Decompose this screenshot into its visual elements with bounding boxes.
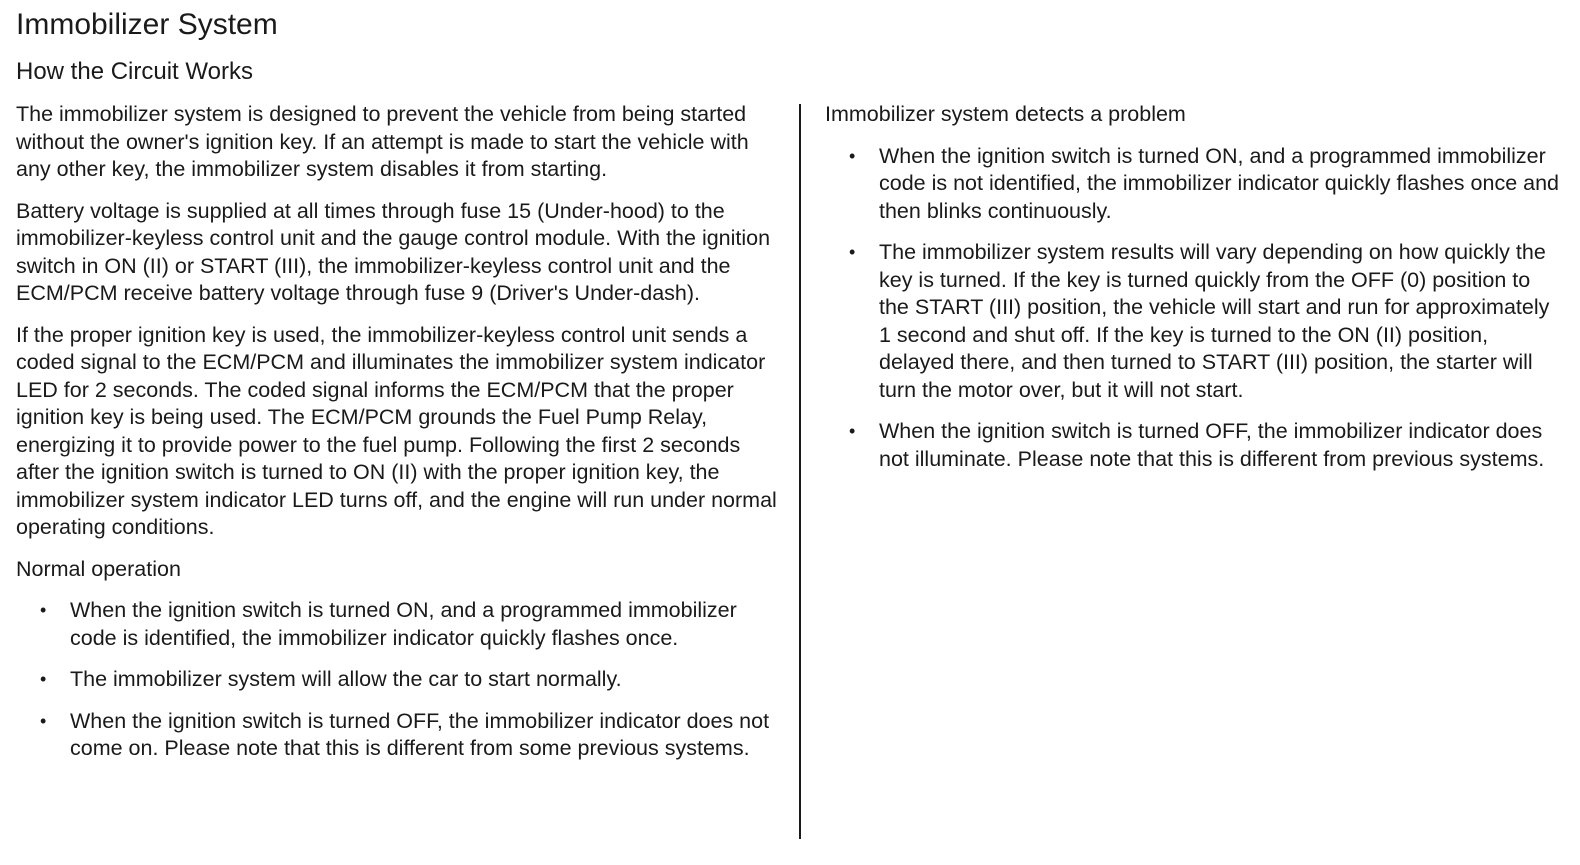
normal-operation-list (16, 597, 781, 763)
bullet-icon: • (40, 669, 47, 689)
bullet-icon: • (40, 710, 47, 731)
power-supply-paragraph: Battery voltage is supplied at all times through fuse 15 (Under-hood) to the immobilizer-keyless control unit and the gauge control module. With the ignition switch in ON (II) or START (III), the immobilizer-keyless control unit and the ECM/PCM receive battery voltage through fuse 9 (Driver's Under-dash). (16, 198, 771, 305)
right-column (825, 101, 1565, 487)
section-subtitle: How the Circuit Works (16, 58, 253, 85)
bullet-icon: • (849, 242, 856, 262)
intro-paragraph: The immobilizer system is designed to prevent the vehicle from being started without the owner's ignition key. If an attempt is made to start the vehicle with any other key, the immobilizer system disables it from starting. (16, 102, 749, 181)
column-divider (799, 104, 801, 839)
bullet-icon: • (40, 600, 47, 620)
list-item-text: The immobilizer system will allow the car to start normally. (70, 667, 622, 691)
proper-key-paragraph: If the proper ignition key is used, the immobilizer-keyless control unit sends a coded signal to the ECM/PCM and illuminates the immobilizer system indicator LED for 2 seconds. The coded signal informs the ECM/PCM that the proper ignition key is being used. The ECM/PCM grounds the Fuel Pump Relay, energizing it to provide power to the fuel pump. Following the first 2 seconds after the ignition switch is turned to ON (II) with the proper ignition key, the immobilizer system indicator LED turns off, and the engine will run under normal operating conditions. (16, 322, 777, 539)
list-item-text: When the ignition switch is turned ON, and a programmed immobilizer code is identified, the immobilizer indicator quickly flashes once. (70, 598, 737, 650)
problem-detected-label: Immobilizer system detects a problem (825, 102, 1186, 126)
list-item (825, 418, 1565, 473)
list-item (16, 708, 781, 763)
page-title: Immobilizer System (16, 8, 278, 41)
problem-detected-list (825, 143, 1565, 474)
list-item-text: When the ignition switch is turned OFF, the immobilizer indicator does not illuminate. Please note that this is different from previous systems. (879, 419, 1545, 471)
list-item (825, 143, 1565, 226)
left-column (16, 101, 781, 777)
bullet-icon: • (849, 145, 856, 166)
list-item-text: When the ignition switch is turned OFF, the immobilizer indicator does not come on. Please note that this is different from some previous systems. (70, 708, 770, 760)
list-item-text: The immobilizer system results will vary depending on how quickly the key is turned. If the key is turned quickly from the OFF (0) position to the START (III) position, the vehicle will start and run for approximately 1 second and shut off. If the key is turned to the ON (II) position, delayed there, and then turned to START (III) position, the starter will turn the motor over, but it will not start. (879, 240, 1550, 402)
normal-operation-label: Normal operation (16, 556, 181, 581)
list-item-text: When the ignition switch is turned ON, and a programmed immobilizer code is not identified, the immobilizer indicator quickly flashes once and then blinks continuously. (879, 143, 1560, 223)
list-item (16, 666, 781, 694)
list-item (825, 239, 1565, 404)
bullet-icon: • (849, 421, 856, 441)
list-item (16, 597, 781, 652)
